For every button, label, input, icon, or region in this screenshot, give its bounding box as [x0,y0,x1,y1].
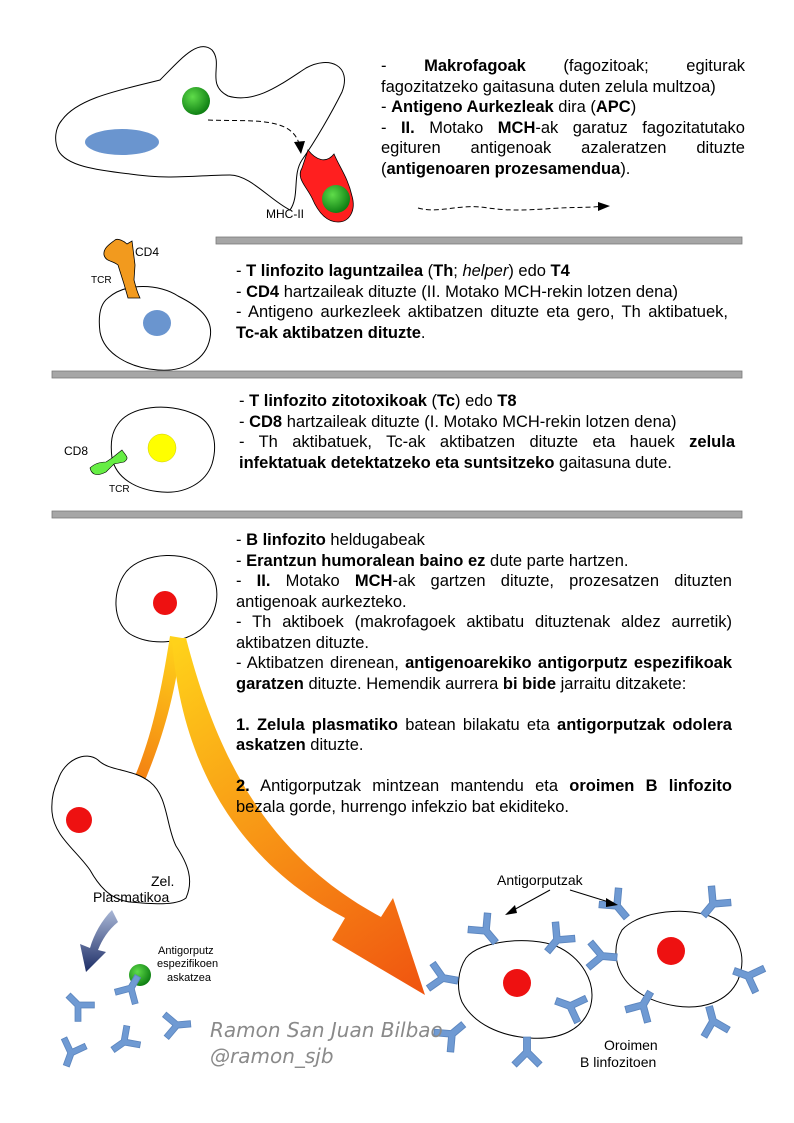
label-cd8: CD8 [64,444,89,458]
text-line: - T linfozito zitotoxikoak (Tc) edo T8 [239,392,517,410]
text-line: - T linfozito laguntzailea (Th; helper) edo T4 [236,262,570,280]
label-tcr-th: TCR [91,275,112,286]
label-arrow-right [570,890,612,903]
b-nucleus [153,591,177,615]
divider-1 [216,237,742,244]
plasma-nucleus [66,807,92,833]
text-line: - Antigeno aurkezleek aktibatzen dituzte eta gero, Th aktibatuek, Tc-ak aktibatzen dituzte. [236,303,728,342]
text-line: 2. Antigorputzak mintzean mantendu eta oroimen B linfozito bezala gorde, hurrengo infekzio bat ekiditeko. [236,777,732,816]
th-nucleus [143,310,171,336]
text-line: - CD4 hartzaileak dituzte (II. Motako MCH-rekin lotzen dena) [236,282,679,301]
release-arrow [80,910,118,972]
label-tcr-tc: TCR [109,484,130,495]
label-memory-2: B linfozitoen [580,1054,657,1070]
text-line [236,694,732,715]
label-zel: Zel. [151,873,175,889]
antigen-green-1 [182,87,210,115]
text-line: - II. Motako MCH-ak gartzen dituzte, prozesatzen dituzten antigenoak aurkezteko. [236,572,732,611]
text-line: - B linfozito heldugabeak [236,531,425,549]
label-release-2: espezifikoen [157,958,219,970]
mhc-ii-receptor [300,150,353,222]
text-line [236,756,732,777]
section2-text [236,261,728,343]
label-mhc-ii: MHC-II [266,207,304,221]
divider-3 [52,511,742,518]
label-release-1: Antigorputz [158,945,214,957]
label-cd4: CD4 [135,245,160,259]
signature-handle: @ramon_sjb [210,1044,334,1068]
memory-nucleus-2 [657,937,685,965]
text-line: - Antigeno Aurkezleak dira (APC) [381,98,637,116]
divider-2 [52,371,742,378]
dashed-arrow-text [418,206,605,210]
text-line: - Makrofagoak (fagozitoak; egiturak fagozitatzeko gaitasuna duten zelula multzoa) [381,57,745,96]
text-line: - Th aktibatuek, Tc-ak aktibatzen dituzte eta hauek zelula infektatuak detektatzeko eta suntsitzeko gaitasuna dute. [239,433,735,472]
text-line: - Aktibatzen direnean, antigenoarekiko antigorputz espezifikoak garatzen dituzte. Hemendik aurrera bi bide jarraitu ditzakete: [236,654,733,693]
label-memory-1: Oroimen [604,1037,658,1053]
tc-nucleus [148,434,176,462]
label-release-3: askatzea [167,972,212,984]
section3-text [239,391,735,473]
text-line: - II. Motako MCH-ak garatuz fagozitatutako egituren antigenoak azaleratzen dituzte (antigenoaren prozesamendua). [381,118,745,178]
text-line: - Th aktiboek (makrofagoek aktibatu dituztenak aldez aurretik) aktibatzen dituzte. [236,613,732,652]
label-arrow-left [510,890,550,912]
macrophage-cell [56,47,345,210]
antigen-green-2 [322,185,350,213]
label-antibodies: Antigorputzak [497,872,583,888]
memory-nucleus-1 [503,969,531,997]
label-plasmatikoa: Plasmatikoa [93,889,170,905]
section4-text [236,530,732,817]
section1-text [381,56,745,179]
signature-name: Ramon San Juan Bilbao [210,1018,443,1042]
text-line: 1. Zelula plasmatiko batean bilakatu eta antigorputzak odolera askatzen dituzte. [236,715,732,754]
text-line: - Erantzun humoralean baino ez dute parte hartzen. [236,551,629,570]
text-line: - CD8 hartzaileak dituzte (I. Motako MCH-rekin lotzen dena) [239,412,677,431]
macrophage-nucleus [85,129,159,155]
